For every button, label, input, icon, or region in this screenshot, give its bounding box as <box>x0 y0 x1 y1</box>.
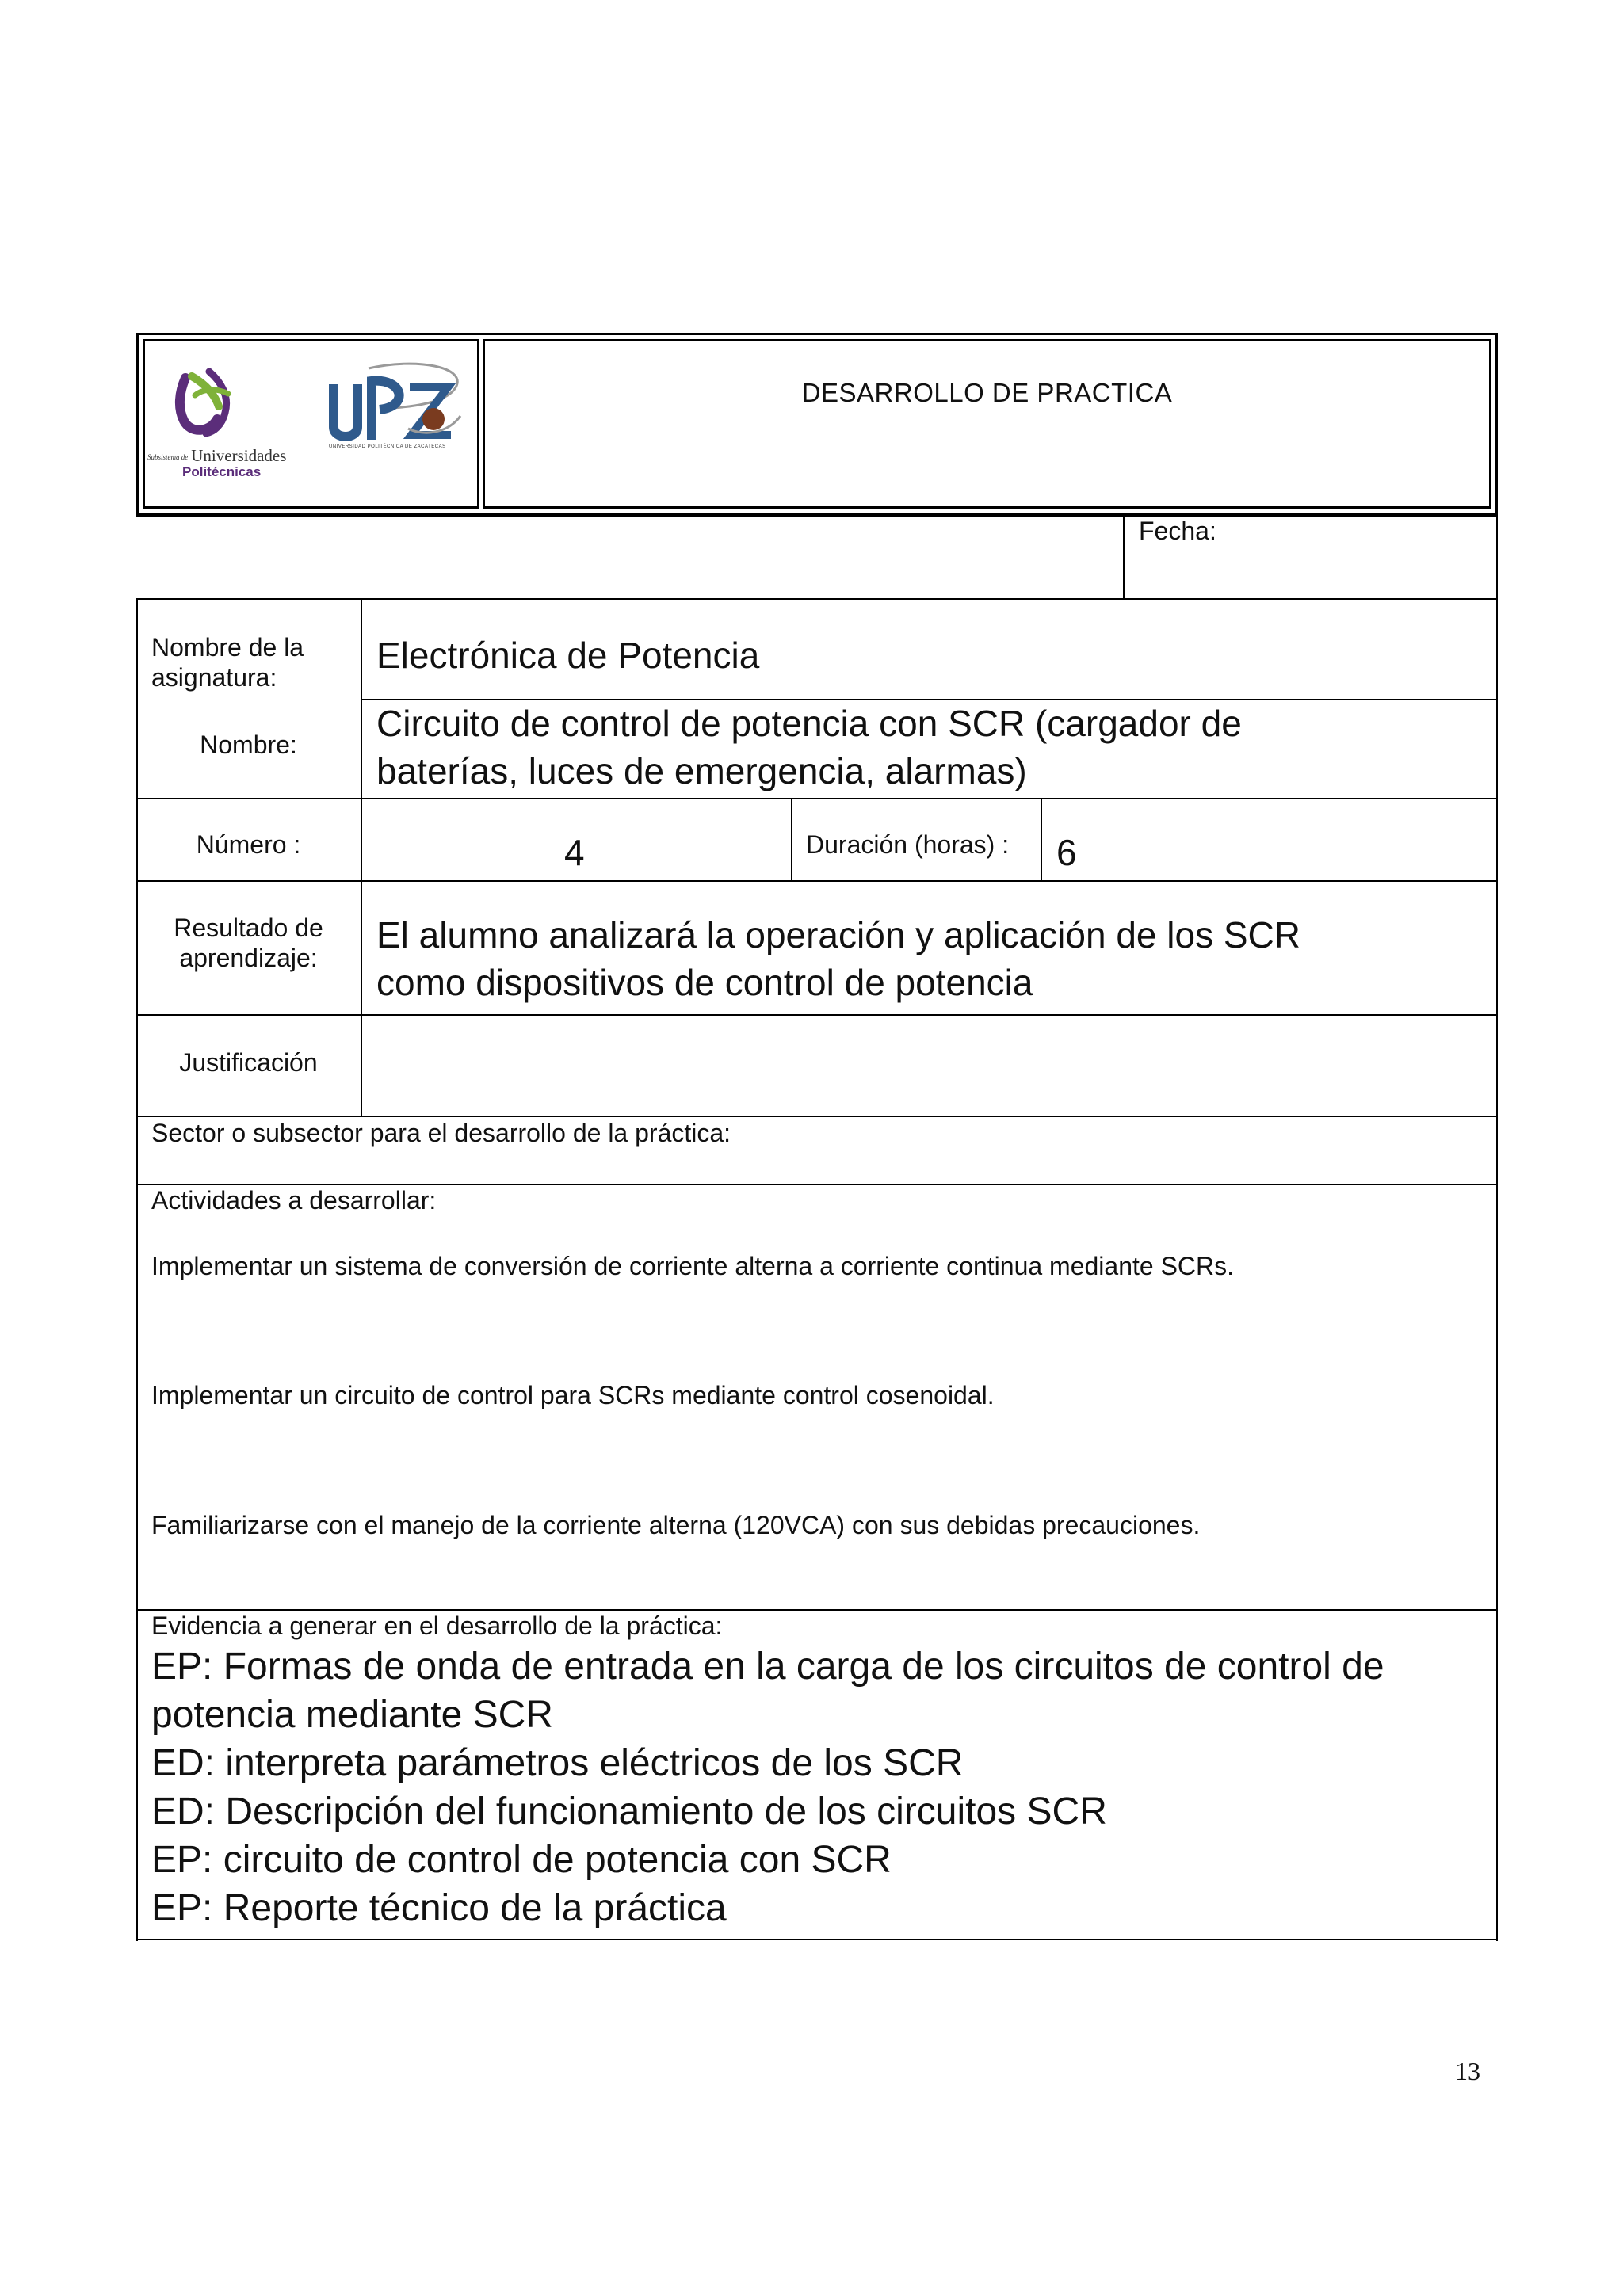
header-title-cell <box>483 339 1491 509</box>
upz-logo-subtitle: UNIVERSIDAD POLITÉCNICA DE ZACATECAS <box>329 444 446 449</box>
evidencia-line: EP: Formas de onda de entrada en la carga de los circuitos de control de <box>151 1646 1384 1688</box>
evidencia-line: EP: Reporte técnico de la práctica <box>151 1887 727 1929</box>
rule-table-bottom <box>136 1939 1498 1940</box>
asignatura-label-1: Nombre de la <box>151 633 304 662</box>
asignatura-label-2: asignatura: <box>151 663 277 692</box>
page-number: 13 <box>1455 2057 1480 2085</box>
rule-numero-right <box>791 798 792 881</box>
rule-row-3 <box>136 880 1498 882</box>
rule-row-2 <box>136 798 1498 799</box>
actividades-label: Actividades a desarrollar: <box>151 1186 437 1215</box>
justificacion-label: Justificación <box>179 1048 318 1077</box>
up-logo-text-1: Universidades <box>191 446 287 465</box>
numero-value: 4 <box>564 832 585 873</box>
up-emblem-icon <box>147 360 306 446</box>
rule-row-7 <box>136 1609 1498 1611</box>
sector-label: Sector o subsector para el desarrollo de la práctica: <box>151 1119 731 1147</box>
nombre-value-2: baterías, luces de emergencia, alarmas) <box>376 750 1027 791</box>
rule-right <box>1496 515 1498 1941</box>
up-logo-small-text: Subsistema de <box>147 453 189 462</box>
rule-duracion-right <box>1041 798 1042 881</box>
upz-emblem-icon <box>321 360 475 446</box>
rule-row-4 <box>136 1014 1498 1016</box>
resultado-value-2: como dispositivos de control de potencia <box>376 962 1033 1003</box>
evidencia-line: EP: circuito de control de potencia con SCR <box>151 1839 892 1881</box>
duracion-value: 6 <box>1056 832 1077 873</box>
rule-top <box>136 515 1498 517</box>
evidencia-line: ED: interpreta parámetros eléctricos de los SCR <box>151 1742 964 1784</box>
rule-left <box>136 598 138 1941</box>
rule-row-5 <box>136 1116 1498 1117</box>
evidencia-label: Evidencia a generar en el desarrollo de la práctica: <box>151 1611 723 1640</box>
numero-label: Número : <box>196 830 301 859</box>
resultado-value-1: El alumno analizará la operación y aplicación de los SCR <box>376 914 1300 955</box>
nombre-value-1: Circuito de control de potencia con SCR (cargador de <box>376 703 1242 744</box>
actividad-item: Familiarizarse con el manejo de la corriente alterna (120VCA) con sus debidas precauciones. <box>151 1511 1201 1539</box>
upz-logo <box>321 360 475 479</box>
fecha-label: Fecha: <box>1139 517 1216 545</box>
evidencia-line: potencia mediante SCR <box>151 1694 553 1736</box>
document-title: DESARROLLO DE PRACTICA <box>801 378 1173 407</box>
rule-fecha-left <box>1123 515 1125 600</box>
resultado-label-1: Resultado de <box>174 913 323 942</box>
nombre-label: Nombre: <box>200 730 297 759</box>
actividad-item: Implementar un circuito de control para SCRs mediante control cosenoidal. <box>151 1381 995 1409</box>
actividad-item: Implementar un sistema de conversión de corriente alterna a corriente continua mediante SCRs. <box>151 1252 1235 1280</box>
up-logo-text-2: Politécnicas <box>182 464 262 479</box>
asignatura-value: Electrónica de Potencia <box>376 635 760 676</box>
rule-table-top <box>136 598 1498 600</box>
resultado-label-2: aprendizaje: <box>179 944 318 972</box>
rule-label-column <box>361 598 362 1117</box>
evidencia-line: ED: Descripción del funcionamiento de los circuitos SCR <box>151 1791 1107 1833</box>
duracion-label: Duración (horas) : <box>806 830 1010 859</box>
universidades-politecnicas-logo <box>147 360 306 479</box>
rule-row-6 <box>136 1184 1498 1185</box>
